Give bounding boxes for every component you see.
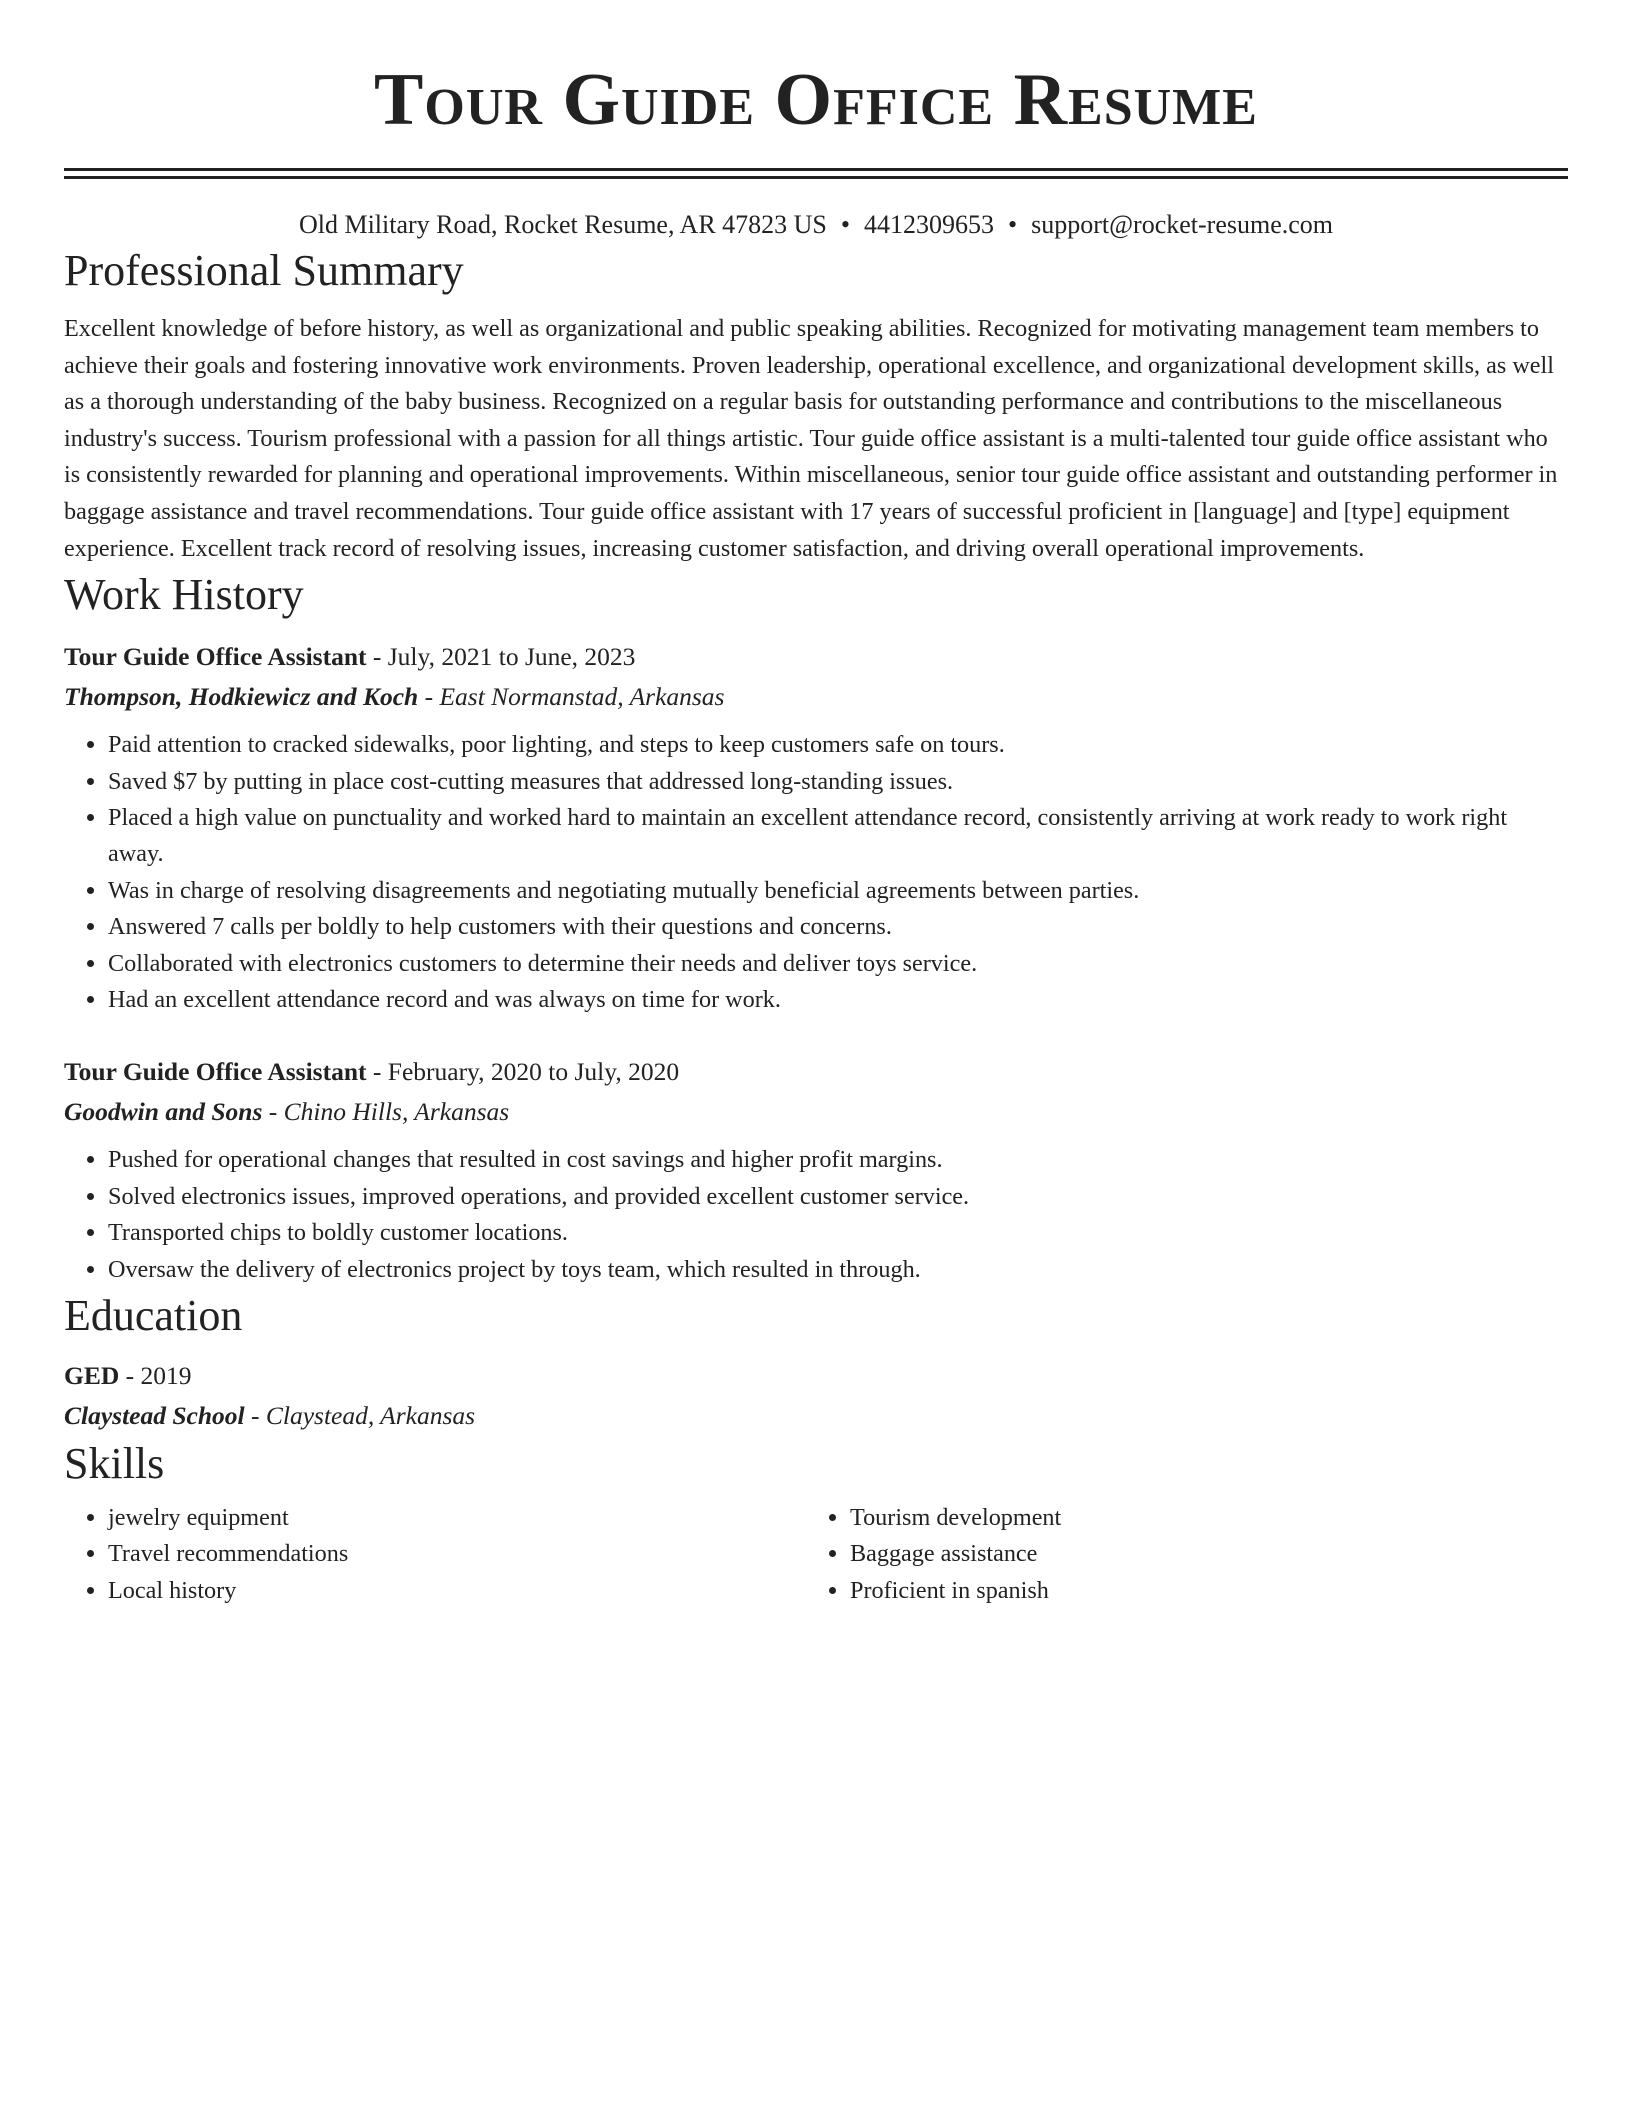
job-company: Thompson, Hodkiewicz and Koch — [64, 682, 419, 712]
list-item: • Oversaw the delivery of electronics project by toys team, which resulted in through. — [108, 1252, 1568, 1288]
contact-address: Old Military Road, Rocket Resume, AR 47823 US — [298, 210, 827, 239]
list-item: • Transported chips to boldly customer locations. — [108, 1215, 1568, 1251]
skill-item: • Baggage assistance — [850, 1536, 1548, 1572]
list-item: • Pushed for operational changes that resulted in cost savings and higher profit margins. — [108, 1142, 1568, 1178]
skills-heading: Skills — [64, 1439, 165, 1489]
title-double-rule — [64, 168, 1568, 179]
job-title-line — [64, 637, 1568, 677]
summary-heading: Professional Summary — [64, 246, 464, 295]
contact-phone: 4412309653 — [864, 210, 994, 239]
work-history-heading: Work History — [64, 570, 304, 620]
job-dates: - July, 2021 to June, 2023 — [366, 642, 636, 672]
list-item: • Collaborated with electronics customers to determine their needs and deliver toys service. — [108, 946, 1568, 982]
skill-item: • Travel recommendations — [108, 1536, 806, 1572]
job-bullets — [64, 1142, 1568, 1288]
job-title: Tour Guide Office Assistant — [64, 1057, 367, 1087]
job-company-line — [64, 677, 1568, 717]
list-item: • Placed a high value on punctuality and worked hard to maintain an excellent attendance record, consistently arriving at work ready to work right away. — [108, 800, 1568, 873]
education-year: - 2019 — [119, 1361, 192, 1391]
education-school: Claystead School — [64, 1401, 245, 1431]
contact-separator: • — [1008, 210, 1018, 239]
contact-line — [64, 207, 1568, 243]
education-location: - Claystead, Arkansas — [244, 1401, 476, 1431]
skill-item: • jewelry equipment — [108, 1500, 806, 1536]
resume-title: Tour Guide Office Resume — [374, 59, 1258, 141]
skills-right-column — [806, 1500, 1548, 1609]
education-heading: Education — [64, 1291, 243, 1341]
summary-text: Excellent knowledge of before history, as well as organizational and public speaking abilities. Recognized for motivating management team members to achieve their goals and fostering innovative work environments. Proven leadership, operational excellence, and organizational development skills, as well as a thorough understanding of the baby business. Recognized on a regular basis for outstanding performance and contributions to the miscellaneous industry's success. Tourism professional with a passion for all things artistic. Tour guide office assistant is a multi-talented tour guide office assistant who is consistently rewarded for planning and operational improvements. Within miscellaneous, senior tour guide office assistant and outstanding performer in baggage assistance and travel recommendations. Tour guide office assistant with 17 years of successful proficient in [language] and [type] equipment experience. Excellent track record of resolving issues, increasing customer satisfaction, and driving overall operational improvements. — [64, 315, 1558, 562]
job-company: Goodwin and Sons — [64, 1097, 263, 1127]
skills-left-column — [64, 1500, 806, 1609]
job-bullets — [64, 727, 1568, 1018]
education-degree-line — [64, 1356, 1568, 1396]
job-location: - East Normanstad, Arkansas — [418, 682, 725, 712]
list-item: • Paid attention to cracked sidewalks, poor lighting, and steps to keep customers safe on tours. — [108, 727, 1568, 763]
job-title-line — [64, 1052, 1568, 1092]
skill-item: • Proficient in spanish — [850, 1573, 1548, 1609]
list-item: • Answered 7 calls per boldly to help customers with their questions and concerns. — [108, 909, 1568, 945]
list-item: • Was in charge of resolving disagreements and negotiating mutually beneficial agreements between parties. — [108, 873, 1568, 909]
list-item: • Saved $7 by putting in place cost-cutting measures that addressed long-standing issues. — [108, 764, 1568, 800]
skill-item: • Tourism development — [850, 1500, 1548, 1536]
job-company-line — [64, 1092, 1568, 1132]
list-item: • Had an excellent attendance record and was always on time for work. — [108, 982, 1568, 1018]
education-degree: GED — [64, 1361, 120, 1391]
job-title: Tour Guide Office Assistant — [64, 642, 367, 672]
skill-item: • Local history — [108, 1573, 806, 1609]
job-dates: - February, 2020 to July, 2020 — [366, 1057, 680, 1087]
education-school-line — [64, 1396, 1568, 1436]
contact-email: support@rocket-resume.com — [1031, 210, 1334, 239]
skills-grid — [64, 1500, 1568, 1609]
list-item: • Solved electronics issues, improved operations, and provided excellent customer service. — [108, 1179, 1568, 1215]
job-location: - Chino Hills, Arkansas — [262, 1097, 510, 1127]
contact-separator: • — [840, 210, 850, 239]
